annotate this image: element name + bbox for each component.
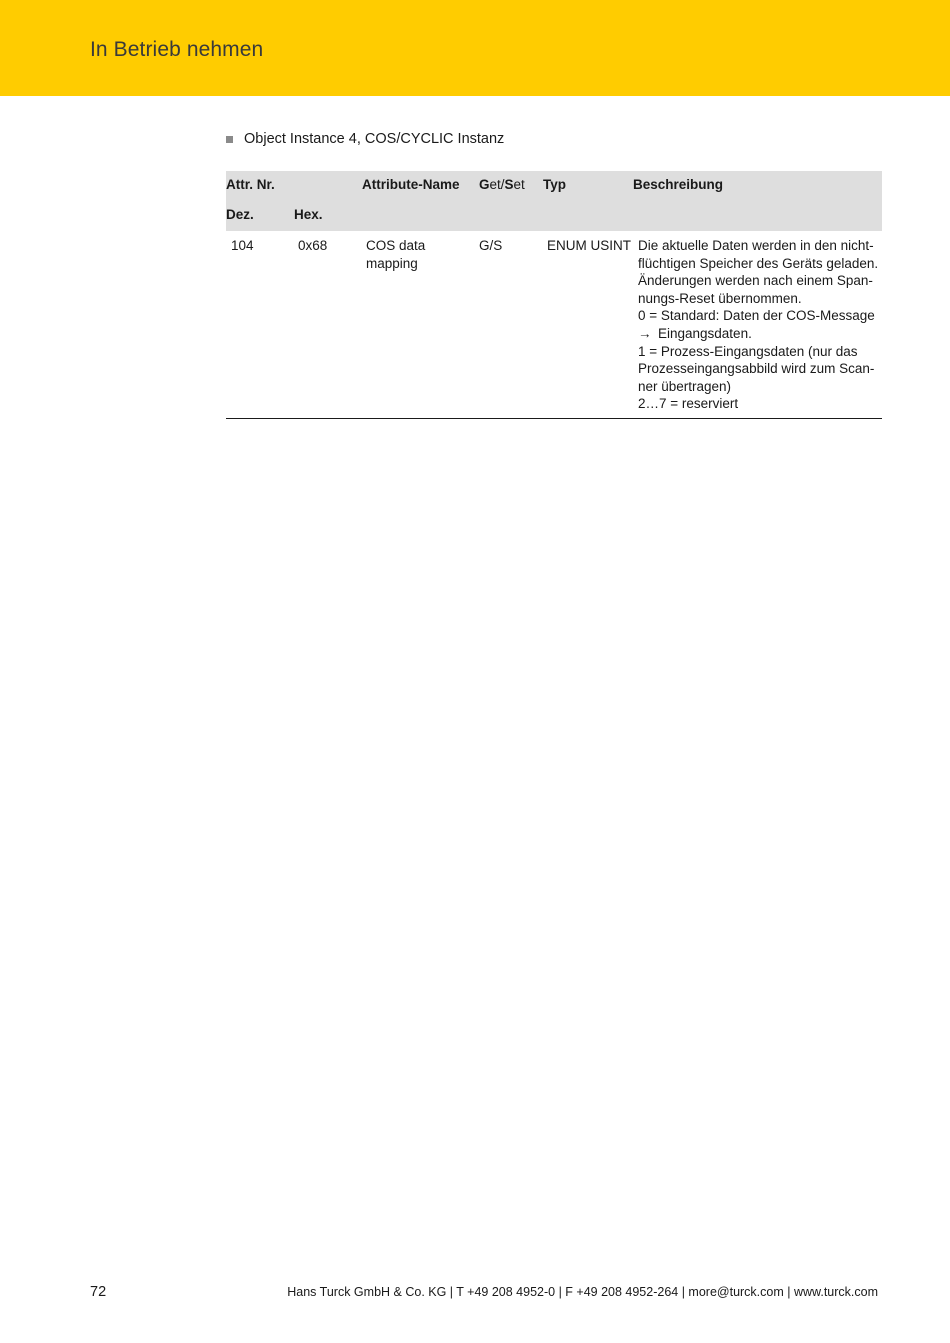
desc-line-arrow-text: Eingangsdaten. (658, 325, 752, 341)
header-attribute-name: Attribute-Name (362, 177, 460, 192)
cell-attribute-name-line: mapping (366, 255, 418, 271)
arrow-right-icon: → (638, 325, 652, 341)
cell-typ: ENUM USINT (547, 238, 631, 253)
cell-beschreibung (638, 237, 878, 413)
header-attr-nr: Attr. Nr. (226, 177, 275, 192)
header-set-rest: et (513, 177, 525, 192)
desc-line: 0 = Standard: Daten der COS-Message (638, 308, 875, 324)
desc-line: 1 = Prozess-Eingangsdaten (nur das (638, 343, 858, 359)
header-get-set (479, 177, 525, 192)
section-bullet (226, 131, 504, 147)
cell-attribute-name-line: COS data (366, 238, 426, 253)
desc-line: Die aktuelle Daten werden in den nicht- (638, 238, 874, 253)
cell-dez: 104 (231, 238, 254, 253)
desc-line-arrow (638, 325, 878, 343)
page-number: 72 (90, 1284, 107, 1300)
desc-line: ner übertragen) (638, 378, 732, 394)
header-get-g: G (479, 177, 490, 192)
cell-hex: 0x68 (298, 238, 328, 253)
cell-attribute-name (366, 237, 425, 272)
desc-line: 2…7 = reserviert (638, 396, 739, 412)
desc-line: nungs-Reset übernommen. (638, 290, 802, 306)
header-dez: Dez. (226, 207, 254, 222)
bullet-square-icon (226, 136, 233, 143)
footer-company-info: Hans Turck GmbH & Co. KG | T +49 208 4952-0 | F +49 208 4952-264 | more@turck.com | www.turck.com (287, 1285, 878, 1299)
desc-line: Änderungen werden nach einem Span- (638, 273, 873, 289)
section-bullet-text: Object Instance 4, COS/CYCLIC Instanz (244, 131, 505, 147)
desc-line: flüchtigen Speicher des Geräts geladen. (638, 255, 879, 271)
desc-line: Prozesseingangsabbild wird zum Scan- (638, 361, 875, 377)
header-get-rest: et/ (489, 177, 505, 192)
cell-get-set: G/S (479, 238, 503, 253)
table-bottom-rule (226, 418, 882, 419)
header-typ: Typ (543, 177, 566, 192)
page-title: In Betrieb nehmen (90, 38, 264, 61)
header-beschreibung: Beschreibung (633, 177, 724, 192)
header-hex: Hex. (294, 207, 323, 222)
header-set-s: S (504, 177, 514, 192)
